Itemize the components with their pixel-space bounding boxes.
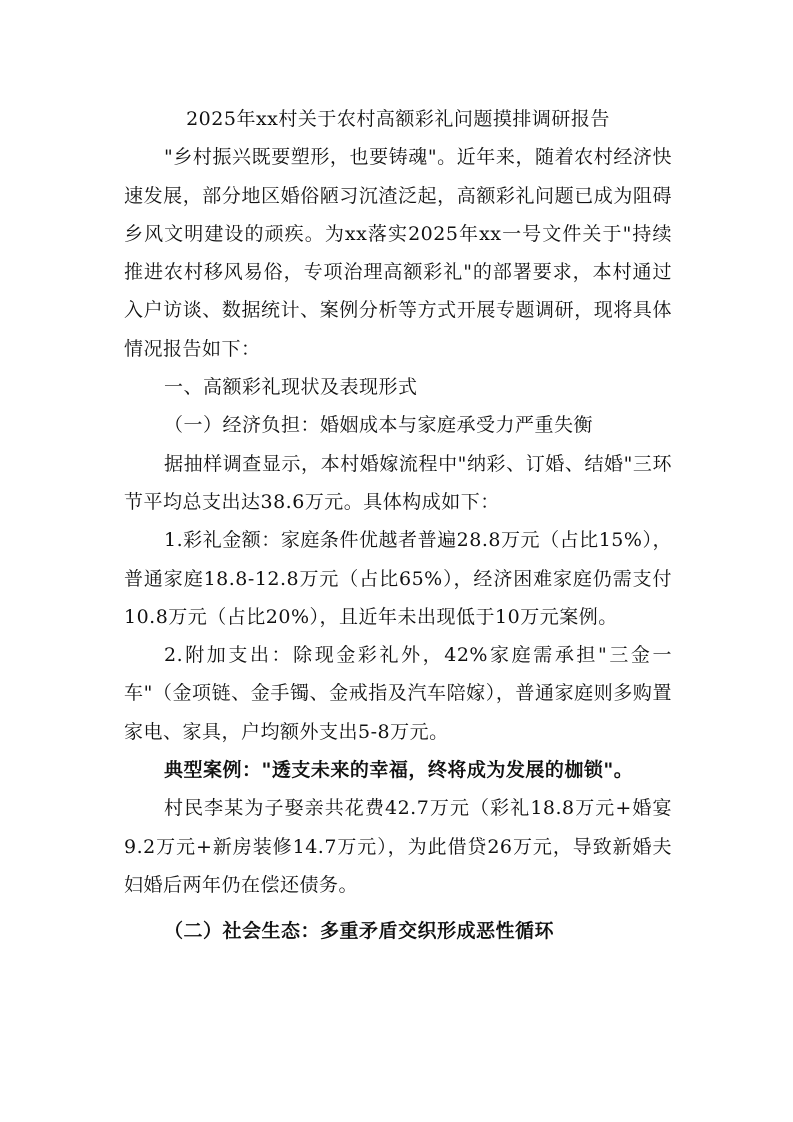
section-1-heading: 一、高额彩礼现状及表现形式 bbox=[164, 376, 418, 399]
subsection-1-heading: （一）经济负担：婚姻成本与家庭承受力严重失衡 bbox=[164, 414, 594, 437]
document-body bbox=[124, 100, 672, 951]
document-title: 2025年xx村关于农村高额彩礼问题摸排调研报告 bbox=[186, 108, 610, 130]
bride-price-item: 1.彩礼金额：家庭条件优越者普遍28.8万元（占比15%），普通家庭18.8-12.8万元（占比65%），经济困难家庭仍需支付10.8万元（占比20%），且近年未出现低于10万元案例。 bbox=[124, 529, 672, 628]
survey-paragraph: 据抽样调查显示，本村婚嫁流程中"纳彩、订婚、结婚"三环节平均总支出达38.6万元。具体构成如下： bbox=[124, 452, 672, 513]
case-heading: 典型案例："透支未来的幸福，终将成为发展的枷锁"。 bbox=[164, 759, 634, 782]
extra-expense-item: 2.附加支出：除现金彩礼外，42%家庭需承担"三金一车"（金项链、金手镯、金戒指及汽车陪嫁），普通家庭则多购置家电、家具，户均额外支出5-8万元。 bbox=[124, 644, 672, 743]
subsection-2-heading: （二）社会生态：多重矛盾交织形成恶性循环 bbox=[164, 920, 555, 943]
case-paragraph: 村民李某为子娶亲共花费42.7万元（彩礼18.8万元+婚宴9.2万元+新房装修14.7万元），为此借贷26万元，导致新婚夫妇婚后两年仍在偿还债务。 bbox=[124, 797, 672, 896]
intro-paragraph: "乡村振兴既要塑形，也要铸魂"。近年来，随着农村经济快速发展，部分地区婚俗陋习沉渣泛起，高额彩礼问题已成为阻碍乡风文明建设的顽疾。为xx落实2025年xx一号文件关于"持续推进农村移风易俗，专项治理高额彩礼"的部署要求，本村通过入户访谈、数据统计、案例分析等方式开展专题调研，现将具体情况报告如下： bbox=[124, 146, 672, 360]
spacer bbox=[124, 904, 672, 912]
